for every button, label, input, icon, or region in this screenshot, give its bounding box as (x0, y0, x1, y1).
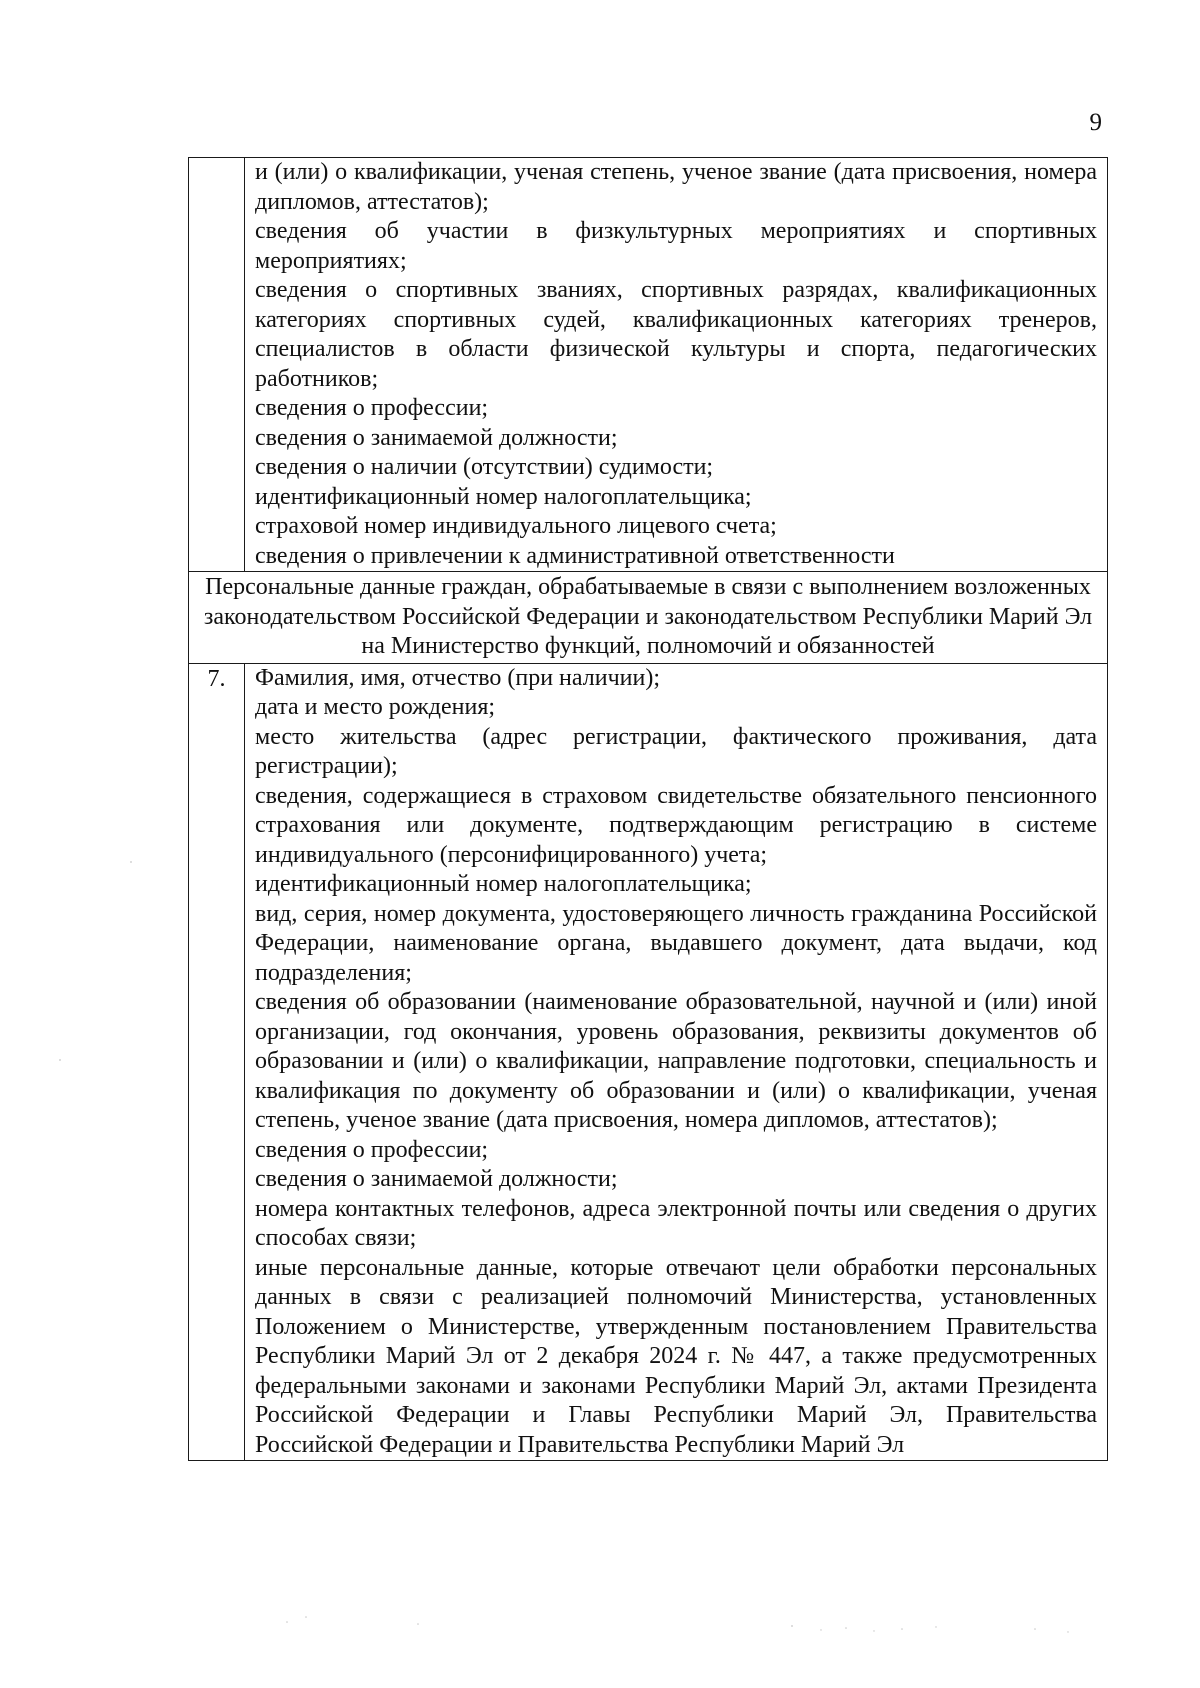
list-item: Фамилия, имя, отчество (при наличии); (255, 664, 660, 691)
row-number-cell: 7. (189, 663, 245, 1461)
row-content-cell (245, 663, 1108, 1461)
list-item: сведения о профессии; (255, 395, 489, 421)
table-row-7 (189, 663, 1108, 1461)
list-item: идентификационный номер налогоплательщика; (255, 871, 752, 897)
list-item: сведения об участии в физкультурных мероприятиях и спортивных мероприятиях; (255, 218, 1097, 274)
list-item: сведения, содержащиеся в страховом свидетельстве обязательного пенсионного страхования или документе, подтверждающим регистрацию в системе индивидуального (персонифицированного) учета; (255, 782, 1097, 868)
list-item: сведения о профессии; (255, 1136, 489, 1163)
list-item: номера контактных телефонов, адреса электронной почты или сведения о других способах связи; (255, 1195, 1097, 1251)
row-content-cell (245, 158, 1108, 572)
list-item: идентификационный номер налогоплательщика; (255, 483, 752, 510)
list-item: вид, серия, номер документа, удостоверяющего личность гражданина Российской Федерации, наименование органа, выдавшего документ, дата выдачи, код подразделения; (255, 900, 1097, 986)
personal-data-table (188, 157, 1108, 1461)
table-section-header-row (189, 572, 1108, 664)
list-item: сведения о занимаемой должности; (255, 1166, 618, 1192)
list-item: место жительства (адрес регистрации, фактического проживания, дата регистрации); (255, 723, 1097, 779)
list-item: дата и место рождения; (255, 694, 496, 720)
list-item: и (или) о квалификации, ученая степень, ученое звание (дата присвоения, номера дипломов, аттестатов); (255, 159, 1097, 215)
list-item: сведения о привлечении к административной ответственности (255, 542, 895, 569)
table-row-continued (189, 158, 1108, 572)
page-number: 9 (1089, 109, 1102, 136)
section-header: Персональные данные граждан, обрабатываемые в связи с выполнением возложенных законодательством Российской Федерации и законодательством Республики Марий Эл на Министерство функций, полномочий и обязанностей (189, 572, 1108, 664)
list-item: сведения о занимаемой должности; (255, 424, 618, 451)
list-item: сведения о спортивных званиях, спортивных разрядах, квалификационных категориях спортивных судей, квалификационных категориях тренеров, специалистов в области физической культуры и спорта, педагогических работников; (255, 277, 1097, 392)
list-item: страховой номер индивидуального лицевого счета; (255, 513, 777, 539)
list-item: сведения об образовании (наименование образовательной, научной и (или) иной организации, год окончания, уровень образования, реквизиты документов об образовании и (или) о квалификации, направление подготовки, специальность и квалификация по документу об образовании и (или) о квалификации, ученая степень, ученое звание (дата присвоения, номера дипломов, аттестатов); (255, 989, 1097, 1133)
row-number-cell (189, 158, 245, 572)
list-item: сведения о наличии (отсутствии) судимости; (255, 454, 714, 480)
list-item: иные персональные данные, которые отвечают цели обработки персональных данных в связи с реализацией полномочий Министерства, установленных Положением о Министерстве, утвержденным постановлением Правительства Республики Марий Эл от 2 декабря 2024 г. № 447, а также предусмотренных федеральными законами и законами Республики Марий Эл, актами Президента Российской Федерации и Главы Республики Марий Эл, Правительства Российской Федерации и Правительства Республики Марий Эл (255, 1254, 1097, 1458)
